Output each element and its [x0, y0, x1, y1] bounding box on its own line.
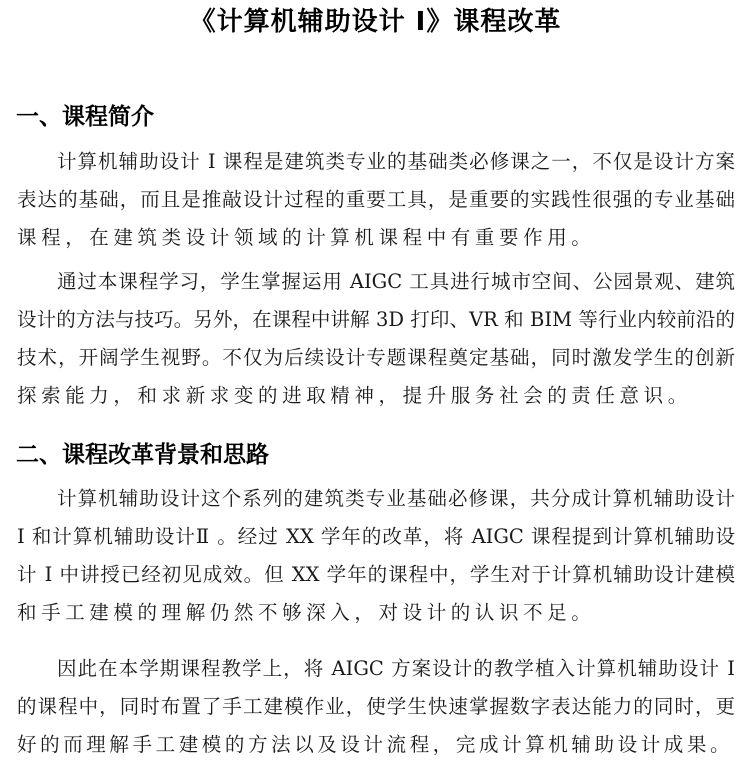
paragraph-line: 好的而理解手工建模的方法以及设计流程，完成计算机辅助设计成果。: [17, 733, 734, 756]
paragraph-line: 通过本课程学习，学生掌握运用 AIGC 工具进行城市空间、公园景观、建筑: [57, 270, 735, 293]
section-heading-course-intro: 一、课程简介: [16, 104, 154, 130]
paragraph-line: 和手工建模的理解仍然不够深入，对设计的认识不足。: [17, 601, 596, 624]
paragraph-line: 的课程中，同时布置了手工建模作业，使学生快速掌握数字表达能力的同时，更: [17, 695, 735, 718]
paragraph-line: 课程，在建筑类设计领域的计算机课程中有重要作用。: [17, 226, 596, 249]
paragraph-line: 表达的基础，而且是推敲设计过程的重要工具，是重要的实践性很强的专业基础: [17, 188, 735, 211]
paragraph-line: 技术，开阔学生视野。不仅为后续设计专题课程奠定基础，同时激发学生的创新: [17, 346, 735, 369]
paragraph-intro-1: [17, 143, 735, 257]
document-title: 《计算机辅助设计 I》课程改革: [189, 7, 562, 37]
paragraph-line: 计 I 中讲授已经初见成效。但 XX 学年的课程中，学生对于计算机辅助设计建模: [17, 563, 735, 586]
paragraph-reform-1: [17, 480, 735, 632]
paragraph-line: 设计的方法与技巧。另外，在课程中讲解 3D 打印、VR 和 BIM 等行业内较前沿的: [17, 308, 735, 331]
paragraph-intro-2: [17, 263, 735, 415]
paragraph-reform-2: [17, 650, 735, 764]
paragraph-line: 因此在本学期课程教学上，将 AIGC 方案设计的教学植入计算机辅助设计 I: [57, 657, 735, 680]
paragraph-line: 计算机辅助设计这个系列的建筑类专业基础必修课，共分成计算机辅助设计: [57, 487, 735, 510]
paragraph-line: 探索能力，和求新求变的进取精神，提升服务社会的责任意识。: [17, 384, 692, 407]
paragraph-line: 计算机辅助设计 I 课程是建筑类专业的基础类必修课之一，不仅是设计方案: [57, 150, 735, 173]
paragraph-line: I 和计算机辅助设计Ⅱ 。经过 XX 学年的改革，将 AIGC 课程提到计算机辅助设: [17, 525, 735, 548]
section-heading-reform-background: 二、课程改革背景和思路: [16, 442, 269, 468]
